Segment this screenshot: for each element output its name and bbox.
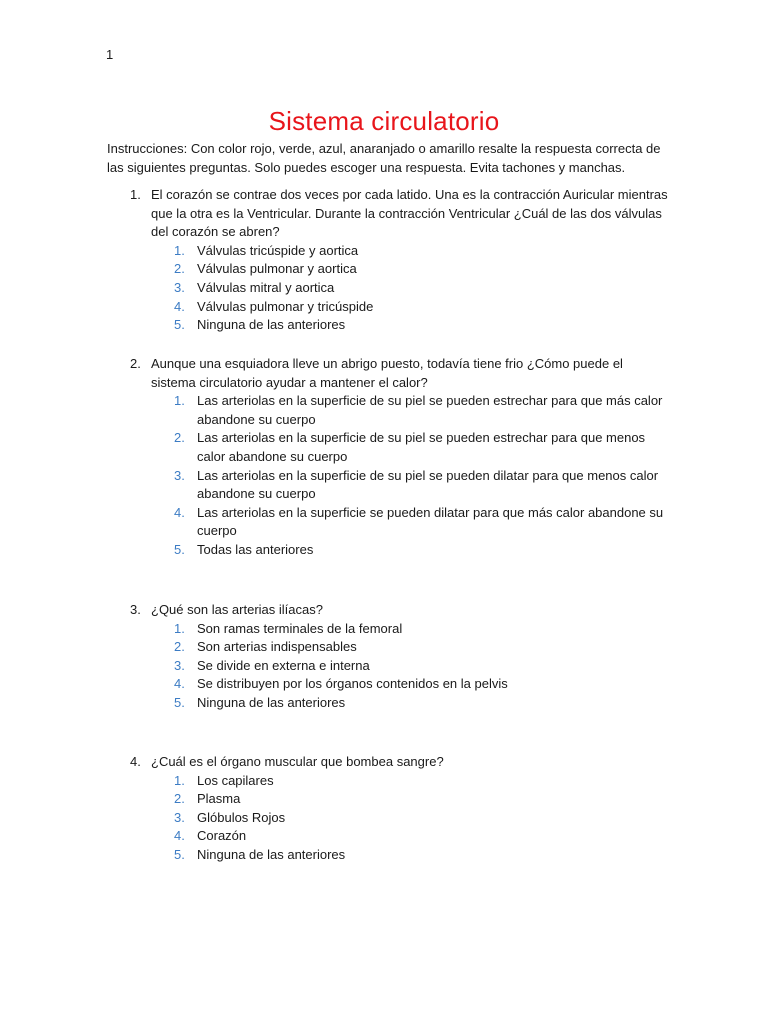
question-number: 4. — [130, 754, 141, 769]
answer-option[interactable] — [0, 316, 667, 335]
option-text: Las arteriolas en la superficie de su piel se pueden estrechar para que menos calor abandone su cuerpo — [197, 430, 646, 464]
answer-option[interactable] — [0, 657, 667, 676]
answer-option[interactable] — [0, 429, 667, 466]
answer-options — [0, 242, 768, 335]
option-number: 4. — [174, 298, 185, 314]
answer-option[interactable] — [0, 675, 667, 694]
option-text: Plasma — [197, 791, 241, 807]
option-text: Se divide en externa e interna — [197, 657, 370, 673]
option-number: 1. — [174, 242, 185, 258]
option-text: Válvulas tricúspide y aortica — [197, 242, 359, 258]
answer-option[interactable] — [0, 279, 667, 298]
answer-option[interactable] — [0, 620, 667, 639]
answer-option[interactable] — [0, 541, 667, 560]
option-text: Ninguna de las anteriores — [197, 694, 346, 710]
question-text-row — [0, 601, 671, 620]
question-text: Aunque una esquiadora lleve un abrigo puesto, todavía tiene frio ¿Cómo puede el sistema circulatorio ayudar a mantener el calor? — [151, 356, 623, 390]
answer-option[interactable] — [0, 504, 667, 541]
instructions-paragraph: Instrucciones: Con color rojo, verde, azul, anaranjado o amarillo resalte la respuesta correcta de las siguientes preguntas. Solo puedes escoger una respuesta. Evita tachones y manchas. — [107, 141, 661, 175]
option-number: 2. — [174, 791, 185, 807]
answer-option[interactable] — [0, 242, 667, 261]
option-number: 2. — [174, 261, 185, 277]
option-number: 4. — [174, 676, 185, 692]
answer-option[interactable] — [0, 260, 667, 279]
answer-option[interactable] — [0, 790, 667, 809]
question-3 — [0, 601, 768, 713]
answer-option[interactable] — [0, 467, 667, 504]
option-text: Se distribuyen por los órganos contenidos en la pelvis — [197, 676, 508, 692]
option-number: 5. — [174, 541, 185, 557]
question-1 — [0, 186, 768, 335]
page-number: 1 — [106, 47, 114, 62]
question-text: ¿Qué son las arterias ilíacas? — [151, 602, 323, 617]
answer-option[interactable] — [0, 846, 667, 865]
option-number: 5. — [174, 846, 185, 862]
answer-option[interactable] — [0, 827, 667, 846]
option-number: 1. — [174, 393, 185, 409]
answer-option[interactable] — [0, 638, 667, 657]
option-text: Las arteriolas en la superficie de su piel se pueden dilatar para que menos calor abandone su cuerpo — [197, 467, 659, 502]
answer-option[interactable] — [0, 809, 667, 828]
question-text: ¿Cuál es el órgano muscular que bombea sangre? — [151, 754, 444, 769]
answer-option[interactable] — [0, 772, 667, 791]
question-2 — [0, 355, 768, 560]
option-number: 5. — [174, 317, 185, 333]
question-text-row — [0, 355, 671, 392]
question-text-row — [0, 186, 671, 242]
option-text: Las arteriolas en la superficie de su piel se pueden estrechar para que más calor abandone su cuerpo — [197, 393, 663, 427]
option-number: 5. — [174, 694, 185, 710]
option-number: 3. — [174, 657, 185, 673]
question-text: El corazón se contrae dos veces por cada latido. Una es la contracción Auricular mientras que la otra es la Ventricular. Durante la contracción Ventricular ¿Cuál de las dos válvulas del corazón se abren? — [151, 187, 668, 240]
option-text: Son arterias indispensables — [197, 639, 357, 655]
option-number: 4. — [174, 828, 185, 844]
option-text: Ninguna de las anteriores — [197, 317, 346, 333]
question-number: 3. — [130, 602, 141, 617]
question-text-row — [0, 753, 671, 772]
option-number: 3. — [174, 809, 185, 825]
option-text: Todas las anteriores — [197, 541, 314, 557]
option-text: Válvulas pulmonar y aortica — [197, 261, 357, 277]
option-text: Ninguna de las anteriores — [197, 846, 346, 862]
answer-option[interactable] — [0, 392, 667, 429]
option-text: Válvulas pulmonar y tricúspide — [197, 298, 374, 314]
option-text: Glóbulos Rojos — [197, 809, 286, 825]
answer-option[interactable] — [0, 694, 667, 713]
question-number: 2. — [130, 356, 141, 371]
document-title: Sistema circulatorio — [268, 106, 500, 136]
option-number: 2. — [174, 639, 185, 655]
answer-options — [0, 772, 768, 865]
answer-option[interactable] — [0, 298, 667, 317]
option-text: Los capilares — [197, 772, 274, 788]
option-number: 2. — [174, 430, 185, 446]
option-number: 3. — [174, 467, 185, 483]
option-text: Las arteriolas en la superficie se pueden dilatar para que más calor abandone su cuerpo — [197, 504, 664, 539]
option-text: Son ramas terminales de la femoral — [197, 620, 403, 636]
option-text: Corazón — [197, 828, 247, 844]
option-number: 1. — [174, 620, 185, 636]
answer-options — [0, 392, 768, 559]
option-number: 1. — [174, 772, 185, 788]
option-number: 4. — [174, 504, 185, 520]
option-number: 3. — [174, 279, 185, 295]
question-number: 1. — [130, 187, 141, 202]
option-text: Válvulas mitral y aortica — [197, 279, 335, 295]
answer-options — [0, 620, 768, 713]
question-4 — [0, 753, 768, 865]
